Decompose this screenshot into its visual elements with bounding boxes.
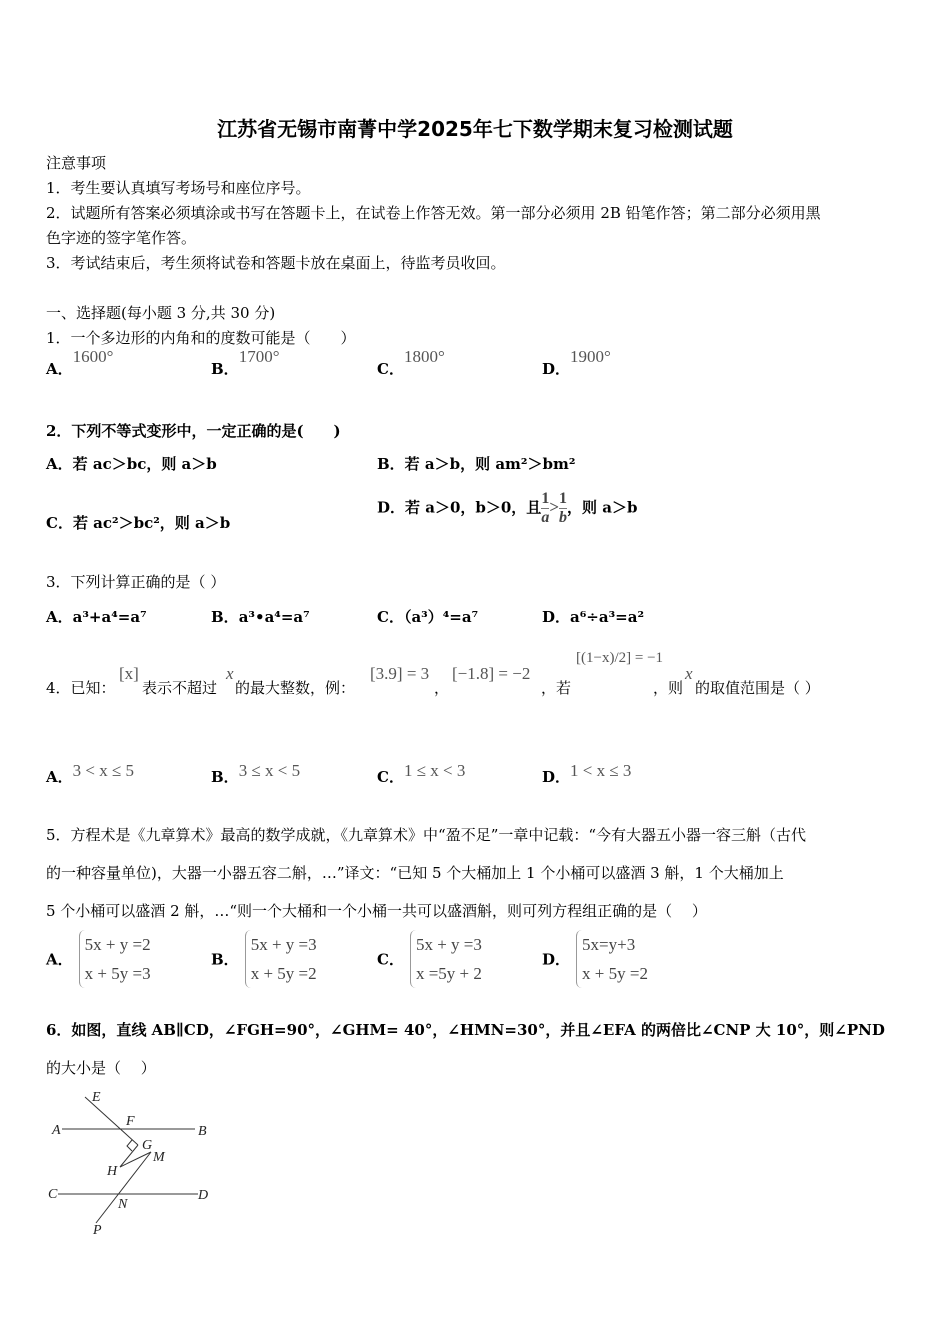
notice-item: 2．试题所有答案必须填涂或书写在答题卡上，在试卷上作答无效。第一部分必须用 2B 铅笔作答；第二部分必须用黑 bbox=[46, 204, 821, 222]
option-value: 1 < x ≤ 3 bbox=[570, 761, 632, 780]
option-letter: A． bbox=[46, 360, 73, 378]
option-value: 3 < x ≤ 5 bbox=[72, 761, 135, 780]
option-letter: D． bbox=[542, 950, 571, 969]
label-m: M bbox=[153, 1150, 165, 1165]
denominator: a bbox=[541, 509, 550, 526]
label-c: C bbox=[48, 1187, 58, 1202]
q4-option-d[interactable] bbox=[542, 761, 632, 787]
equation: x =5y + 2 bbox=[415, 964, 482, 983]
option-value: （a³）⁴=a⁷ bbox=[403, 608, 479, 626]
option-value: 1600° bbox=[72, 347, 114, 366]
q2-option-c[interactable]: C．若 ac²＞bc²，则 a＞b bbox=[46, 514, 231, 532]
q4-option-b[interactable] bbox=[211, 761, 301, 787]
option-value: a³+a⁴=a⁷ bbox=[72, 608, 147, 626]
option-letter: D． bbox=[542, 360, 571, 378]
q4-s4: ， bbox=[434, 679, 450, 697]
option-letter: B． bbox=[211, 950, 239, 969]
equation-system bbox=[245, 930, 317, 988]
q4-math: [(1−x)/2] = −1 bbox=[576, 650, 664, 666]
q2-stem: 2．下列不等式变形中，一定正确的是( ) bbox=[46, 422, 341, 440]
option-letter: A． bbox=[46, 950, 73, 969]
q6-line: 6．如图，直线 AB∥CD，∠FGH=90°，∠GHM= 40°，∠HMN=30°，并且∠EFA 的两倍比∠CNP 大 10°，则∠PND bbox=[46, 1021, 885, 1039]
equation: 5x + y =2 bbox=[84, 935, 151, 954]
numerator: 1 bbox=[559, 490, 567, 507]
option-value: 1800° bbox=[403, 347, 445, 366]
notice-item: 1．考生要认真填写考场号和座位序号。 bbox=[46, 179, 311, 197]
label-g: G bbox=[142, 1138, 153, 1153]
q3-option-b[interactable] bbox=[211, 606, 310, 627]
option-value: a³•a⁴=a⁷ bbox=[238, 608, 310, 626]
option-text: ，则 a＞b bbox=[567, 498, 638, 517]
q4-math: [x] bbox=[119, 664, 139, 683]
page-title: 江苏省无锡市南菁中学2025年七下数学期末复习检测试题 bbox=[217, 117, 733, 141]
q3-option-c[interactable] bbox=[377, 606, 478, 627]
q1-option-b[interactable] bbox=[211, 347, 280, 379]
equation-system bbox=[576, 930, 648, 988]
fraction bbox=[559, 490, 567, 527]
q5-option-b[interactable] bbox=[211, 930, 317, 988]
label-h: H bbox=[107, 1164, 118, 1179]
equation: 5x + y =3 bbox=[415, 935, 482, 954]
q4-option-a[interactable] bbox=[46, 761, 135, 787]
denominator: b bbox=[559, 509, 567, 526]
q5-line: 5 个小桶可以盛酒 2 斛，…“则一个大桶和一个小桶一共可以盛酒斛，则可列方程组正确的是（ ） bbox=[46, 902, 707, 920]
q4-s3: 的最大整数，例： bbox=[235, 679, 356, 697]
section-heading: 一、选择题(每小题 3 分,共 30 分) bbox=[46, 304, 276, 322]
equation: 5x + y =3 bbox=[250, 935, 317, 954]
equation: x + 5y =3 bbox=[84, 964, 151, 983]
label-p: P bbox=[93, 1223, 102, 1238]
option-letter: D． bbox=[542, 608, 571, 626]
label-a: A bbox=[52, 1123, 61, 1138]
option-letter: C． bbox=[377, 950, 404, 969]
option-letter: B． bbox=[211, 608, 239, 626]
q4-s6: ，则 bbox=[653, 679, 684, 697]
q4-s1: 4．已知： bbox=[46, 679, 116, 697]
q5-option-c[interactable] bbox=[377, 930, 482, 988]
option-value: 1 ≤ x < 3 bbox=[403, 761, 466, 780]
q5-option-d[interactable] bbox=[542, 930, 648, 988]
notice-item: 3．考试结束后，考生须将试卷和答题卡放在桌面上，待监考员收回。 bbox=[46, 254, 506, 272]
label-f: F bbox=[126, 1114, 135, 1129]
notice-item: 色字迹的签字笔作答。 bbox=[46, 229, 197, 247]
equation: x + 5y =2 bbox=[250, 964, 317, 983]
q5-option-a[interactable] bbox=[46, 930, 151, 988]
numerator: 1 bbox=[541, 490, 550, 507]
gt-sign: > bbox=[549, 497, 559, 517]
q3-option-d[interactable] bbox=[542, 606, 644, 627]
q4-math: [−1.8] = −2 bbox=[452, 664, 531, 683]
q1-option-a[interactable] bbox=[46, 347, 114, 379]
q4-option-c[interactable] bbox=[377, 761, 466, 787]
equation-system bbox=[79, 930, 151, 988]
option-value: 1700° bbox=[238, 347, 280, 366]
option-letter: B． bbox=[211, 360, 239, 378]
equation-system bbox=[410, 930, 482, 988]
option-letter: A． bbox=[46, 768, 73, 786]
label-b: B bbox=[198, 1124, 207, 1139]
q1-option-c[interactable] bbox=[377, 347, 445, 379]
option-value: 1900° bbox=[570, 347, 611, 366]
right-angle-mark bbox=[127, 1140, 132, 1151]
q3-option-a[interactable] bbox=[46, 606, 147, 627]
option-letter: C． bbox=[377, 608, 404, 626]
q4-math: x bbox=[226, 664, 234, 683]
q5-line: 的一种容量单位)，大器一小器五容二斛，…”译文：“已知 5 个大桶加上 1 个小桶可以盛酒 3 斛，1 个大桶加上 bbox=[46, 864, 784, 882]
equation: 5x=y+3 bbox=[582, 935, 636, 954]
equation: x + 5y =2 bbox=[582, 964, 648, 983]
option-letter: C． bbox=[377, 768, 404, 786]
label-e: E bbox=[92, 1090, 101, 1105]
option-value: a⁶÷a³=a² bbox=[570, 608, 645, 626]
option-letter: B． bbox=[211, 768, 239, 786]
q6-line: 的大小是（ ） bbox=[46, 1059, 156, 1077]
option-value: 3 ≤ x < 5 bbox=[238, 761, 301, 780]
q1-option-d[interactable] bbox=[542, 347, 611, 379]
q2-option-a[interactable]: A．若 ac＞bc，则 a＞b bbox=[46, 455, 217, 473]
label-d: D bbox=[198, 1188, 209, 1203]
label-n: N bbox=[118, 1197, 128, 1212]
option-text: D．若 a＞0，b＞0，且 bbox=[377, 498, 542, 517]
option-letter: C． bbox=[377, 360, 404, 378]
q1-stem: 1．一个多边形的内角和的度数可能是（ ） bbox=[46, 329, 356, 347]
line-hm bbox=[120, 1152, 151, 1167]
q2-option-b[interactable]: B．若 a＞b，则 am²＞bm² bbox=[377, 455, 576, 473]
geometry-figure bbox=[40, 1085, 220, 1240]
q5-line: 5．方程术是《九章算术》最高的数学成就，《九章算术》中“盈不足”一章中记载：“今有大器五小器一容三斛（古代 bbox=[46, 826, 807, 844]
q4-s2: 表示不超过 bbox=[142, 679, 218, 697]
q4-s7: 的取值范围是（ ） bbox=[695, 679, 820, 697]
q3-stem: 3．下列计算正确的是（ ） bbox=[46, 573, 226, 591]
option-letter: A． bbox=[46, 608, 73, 626]
q4-math: x bbox=[685, 664, 693, 683]
option-letter: D． bbox=[542, 768, 571, 786]
q4-s5: ，若 bbox=[541, 679, 572, 697]
notice-heading: 注意事项 bbox=[46, 154, 107, 172]
q2-option-d[interactable] bbox=[377, 490, 637, 527]
q4-math: [3.9] = 3 bbox=[370, 664, 430, 683]
